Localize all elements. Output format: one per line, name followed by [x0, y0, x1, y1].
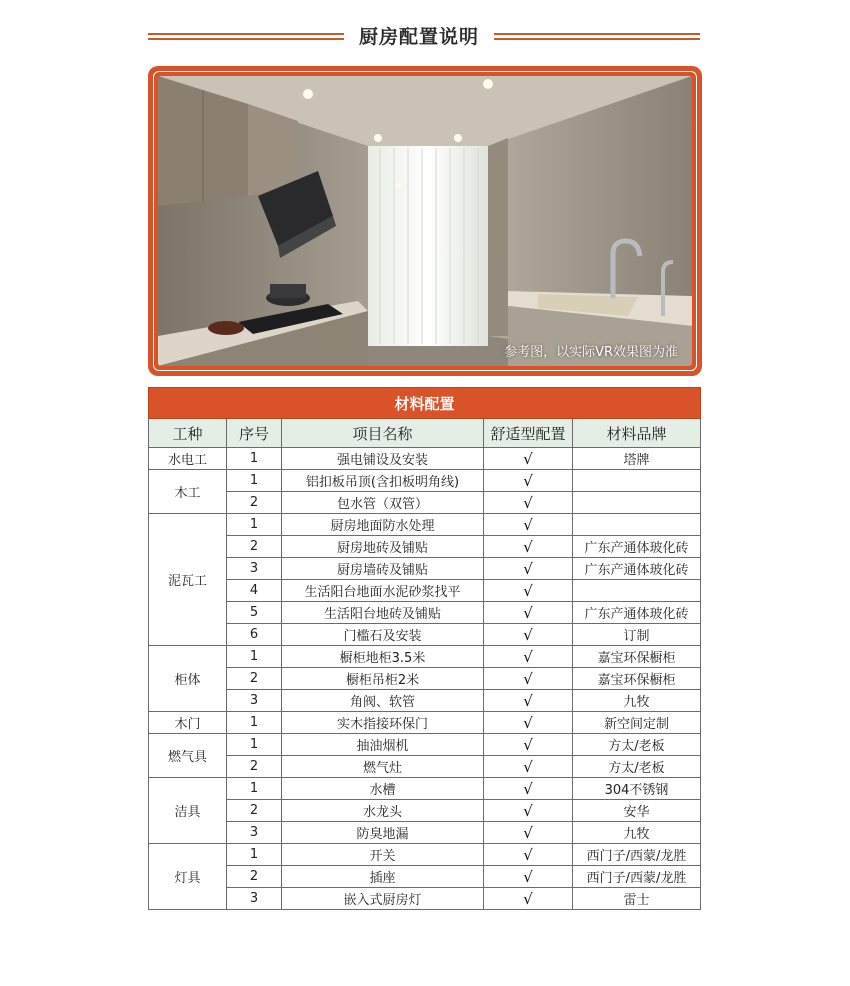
cell-number: 1	[227, 844, 282, 866]
materials-table	[148, 387, 701, 910]
cell-number: 2	[227, 536, 282, 558]
table-row	[149, 800, 701, 822]
cell-brand: 九牧	[573, 690, 701, 712]
table-row	[149, 536, 701, 558]
header-item: 项目名称	[282, 419, 484, 448]
table-row	[149, 778, 701, 800]
cell-check: √	[484, 514, 573, 536]
cell-item: 燃气灶	[282, 756, 484, 778]
cell-item: 强电铺设及安装	[282, 448, 484, 470]
cell-item: 厨房地砖及铺贴	[282, 536, 484, 558]
cell-number: 5	[227, 602, 282, 624]
cell-brand: 方太/老板	[573, 756, 701, 778]
cell-trade: 洁具	[149, 778, 227, 844]
cell-check: √	[484, 690, 573, 712]
cell-check: √	[484, 756, 573, 778]
table-row	[149, 624, 701, 646]
cell-item: 开关	[282, 844, 484, 866]
cell-brand	[573, 492, 701, 514]
cell-number: 2	[227, 800, 282, 822]
table-row	[149, 668, 701, 690]
cell-trade: 木门	[149, 712, 227, 734]
cell-check: √	[484, 822, 573, 844]
cell-check: √	[484, 734, 573, 756]
cell-check: √	[484, 470, 573, 492]
cell-number: 6	[227, 624, 282, 646]
title-rule-left	[148, 32, 344, 42]
table-body	[149, 448, 701, 910]
cell-item: 水龙头	[282, 800, 484, 822]
cell-brand: 广东产通体玻化砖	[573, 536, 701, 558]
cell-brand: 嘉宝环保橱柜	[573, 646, 701, 668]
table-row	[149, 646, 701, 668]
table-row	[149, 822, 701, 844]
kitchen-reference-photo	[158, 76, 692, 366]
cell-item: 门槛石及安装	[282, 624, 484, 646]
cell-number: 3	[227, 888, 282, 910]
cell-number: 1	[227, 514, 282, 536]
cell-check: √	[484, 844, 573, 866]
cell-item: 实木指接环保门	[282, 712, 484, 734]
cell-brand: 雷士	[573, 888, 701, 910]
cell-item: 嵌入式厨房灯	[282, 888, 484, 910]
cell-number: 1	[227, 470, 282, 492]
cell-trade: 木工	[149, 470, 227, 514]
cell-item: 生活阳台地砖及铺贴	[282, 602, 484, 624]
cell-item: 橱柜地柜3.5米	[282, 646, 484, 668]
table-row	[149, 602, 701, 624]
cell-check: √	[484, 668, 573, 690]
cell-check: √	[484, 800, 573, 822]
cell-brand: 塔牌	[573, 448, 701, 470]
header-number: 序号	[227, 419, 282, 448]
table-row	[149, 580, 701, 602]
cell-brand	[573, 514, 701, 536]
cell-number: 1	[227, 646, 282, 668]
header-brand: 材料品牌	[573, 419, 701, 448]
cell-item: 插座	[282, 866, 484, 888]
cell-item: 包水管（双管）	[282, 492, 484, 514]
cell-brand: 方太/老板	[573, 734, 701, 756]
table-row	[149, 690, 701, 712]
header-comfort-config: 舒适型配置	[484, 419, 573, 448]
cell-number: 1	[227, 778, 282, 800]
page-header	[148, 22, 700, 56]
cell-item: 水槽	[282, 778, 484, 800]
cell-number: 4	[227, 580, 282, 602]
cell-number: 2	[227, 668, 282, 690]
cell-item: 厨房地面防水处理	[282, 514, 484, 536]
cell-brand: 订制	[573, 624, 701, 646]
cell-number: 2	[227, 866, 282, 888]
table-row	[149, 734, 701, 756]
cell-check: √	[484, 778, 573, 800]
table-header-row	[149, 419, 701, 448]
cell-number: 1	[227, 712, 282, 734]
cell-check: √	[484, 866, 573, 888]
cell-number: 3	[227, 558, 282, 580]
cell-item: 防臭地漏	[282, 822, 484, 844]
cell-item: 角阀、软管	[282, 690, 484, 712]
photo-frame	[148, 66, 702, 376]
table-row	[149, 866, 701, 888]
cell-item: 生活阳台地面水泥砂浆找平	[282, 580, 484, 602]
cell-trade: 泥瓦工	[149, 514, 227, 646]
cell-check: √	[484, 492, 573, 514]
cell-check: √	[484, 580, 573, 602]
header-trade: 工种	[149, 419, 227, 448]
cell-brand: 安华	[573, 800, 701, 822]
photo-caption: 参考图，以实际VR效果图为准	[504, 345, 678, 360]
table-row	[149, 844, 701, 866]
page-title: 厨房配置说明	[358, 26, 479, 48]
cell-number: 3	[227, 690, 282, 712]
cell-number: 2	[227, 756, 282, 778]
cell-check: √	[484, 602, 573, 624]
materials-table-wrap	[148, 387, 700, 910]
cell-check: √	[484, 888, 573, 910]
table-title: 材料配置	[149, 388, 701, 419]
cell-brand: 九牧	[573, 822, 701, 844]
cell-check: √	[484, 536, 573, 558]
cell-trade: 水电工	[149, 448, 227, 470]
cell-trade: 柜体	[149, 646, 227, 712]
table-row	[149, 514, 701, 536]
cell-number: 3	[227, 822, 282, 844]
table-row	[149, 756, 701, 778]
cell-trade: 燃气具	[149, 734, 227, 778]
cell-number: 1	[227, 734, 282, 756]
table-row	[149, 888, 701, 910]
table-row	[149, 470, 701, 492]
cell-check: √	[484, 558, 573, 580]
table-row	[149, 712, 701, 734]
cell-brand	[573, 470, 701, 492]
table-row	[149, 448, 701, 470]
cell-item: 橱柜吊柜2米	[282, 668, 484, 690]
cell-check: √	[484, 624, 573, 646]
kitchen-illustration	[158, 76, 692, 366]
table-row	[149, 558, 701, 580]
cell-item: 厨房墙砖及铺贴	[282, 558, 484, 580]
cell-check: √	[484, 712, 573, 734]
cell-brand: 304不锈钢	[573, 778, 701, 800]
cell-trade: 灯具	[149, 844, 227, 910]
cell-check: √	[484, 448, 573, 470]
cell-brand: 西门子/西蒙/龙胜	[573, 844, 701, 866]
title-rule-right	[494, 32, 700, 42]
cell-brand: 嘉宝环保橱柜	[573, 668, 701, 690]
cell-brand: 广东产通体玻化砖	[573, 558, 701, 580]
table-row	[149, 492, 701, 514]
cell-brand	[573, 580, 701, 602]
cell-brand: 西门子/西蒙/龙胜	[573, 866, 701, 888]
cell-number: 1	[227, 448, 282, 470]
cell-item: 铝扣板吊顶(含扣板明角线)	[282, 470, 484, 492]
cell-number: 2	[227, 492, 282, 514]
cell-item: 抽油烟机	[282, 734, 484, 756]
cell-brand: 广东产通体玻化砖	[573, 602, 701, 624]
cell-check: √	[484, 646, 573, 668]
cell-brand: 新空间定制	[573, 712, 701, 734]
